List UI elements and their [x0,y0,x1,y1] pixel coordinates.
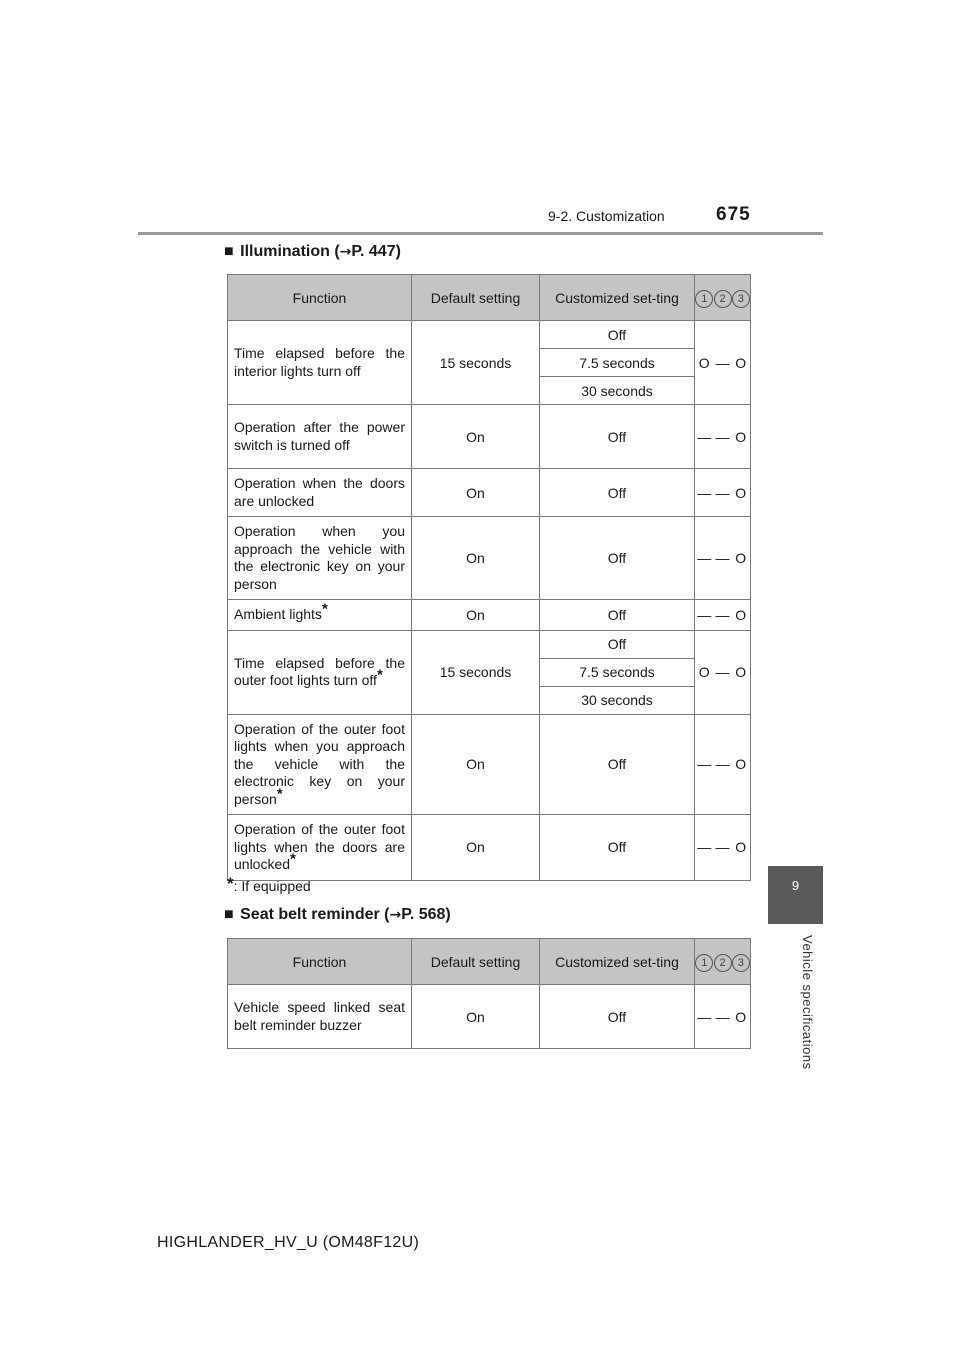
table-row [228,815,751,881]
footnote-star: * [290,850,296,868]
seatbelt-heading [224,906,451,924]
footnote-star: * [321,600,328,618]
table-row [228,469,751,517]
mark-3: O [732,517,751,600]
chapter-tab: 9 [768,866,823,924]
option-cell: 30 seconds [540,377,695,405]
page-reference[interactable]: P. 447) [351,243,401,260]
table-row [228,600,751,631]
table-header-row [228,275,751,321]
function-cell: Vehicle speed linked seat belt reminder buzzer [228,985,412,1049]
mark-1: — [695,517,714,600]
mark-1: — [695,600,714,631]
function-text: Ambient lights [234,606,322,622]
table-row [228,321,751,349]
option-cell: Off [540,469,695,517]
option-cell: Off [540,630,695,658]
circle-1-icon: 1 [695,954,713,972]
function-text: Operation of the outer foot lights when you approach the vehicle with the electronic key on your person [234,720,405,807]
function-cell: Time elapsed before the interior lights turn off [228,321,412,405]
function-cell: Operation when you approach the vehicle with the electronic key on your person [228,517,412,600]
mark-1: — [695,985,714,1049]
page-reference[interactable]: P. 568) [401,906,451,923]
mark-1: — [695,815,714,881]
default-cell: On [412,815,540,881]
column-header-customized: Customized set-ting [540,939,695,985]
seatbelt-table [227,938,751,1049]
mark-2: — [714,321,732,405]
table-header-row [228,939,751,985]
table-row [228,714,751,815]
table-row [228,517,751,600]
column-header-default: Default setting [412,939,540,985]
bullet-square-icon: ■ [224,906,234,923]
circle-2-icon: 2 [714,290,732,308]
mark-2: — [714,985,732,1049]
mark-3: O [732,630,751,714]
option-cell: Off [540,321,695,349]
function-text: Operation of the outer foot lights when the doors are unlocked [234,821,405,872]
default-cell: 15 seconds [412,321,540,405]
mark-1: — [695,405,714,469]
default-cell: On [412,714,540,815]
column-header-default: Default setting [412,275,540,321]
mark-3: O [732,405,751,469]
function-cell: Operation after the power switch is turned off [228,405,412,469]
table-row [228,630,751,658]
column-header-customized: Customized set-ting [540,275,695,321]
footnote-star: * [276,784,283,802]
mark-2: — [714,517,732,600]
mark-2: — [714,600,732,631]
default-cell: On [412,517,540,600]
table-row [228,405,751,469]
default-cell: On [412,405,540,469]
footnote-star-icon: * [227,874,234,893]
footnote [227,874,311,894]
function-cell [228,600,412,631]
mark-3: O [732,600,751,631]
mark-3: O [732,469,751,517]
illumination-heading [224,243,401,261]
function-cell: Operation when the doors are unlocked [228,469,412,517]
option-cell: Off [540,714,695,815]
default-cell: On [412,469,540,517]
header-rule [138,232,823,235]
document-footer: HIGHLANDER_HV_U (OM48F12U) [157,1234,420,1251]
column-header-function: Function [228,939,412,985]
heading-text: Illumination ( [240,243,340,260]
circle-1-icon: 1 [695,290,713,308]
mark-2: — [714,815,732,881]
option-cell: Off [540,815,695,881]
option-cell: Off [540,405,695,469]
function-text: Time elapsed before the outer foot lights turn off [234,654,405,688]
mark-2: — [714,630,732,714]
page-number: 675 [716,204,751,225]
footnote-text: : If equipped [233,878,311,894]
option-cell: Off [540,985,695,1049]
circle-3-icon: 3 [732,954,750,972]
illumination-table [227,274,751,881]
mark-1: — [695,469,714,517]
heading-text: Seat belt reminder ( [240,906,390,923]
mark-2: — [714,405,732,469]
mark-3: O [732,714,751,815]
arrow-icon: → [339,244,352,260]
mark-3: O [732,815,751,881]
arrow-icon: → [389,907,402,923]
option-cell: Off [540,600,695,631]
option-cell: 7.5 seconds [540,658,695,686]
function-cell [228,714,412,815]
table-row [228,985,751,1049]
mark-1: O [695,321,714,405]
function-cell [228,815,412,881]
footnote-star: * [376,666,383,684]
bullet-square-icon: ■ [224,243,234,260]
option-cell: Off [540,517,695,600]
default-cell: On [412,600,540,631]
mark-3: O [732,985,751,1049]
mark-2: — [714,714,732,815]
circle-3-icon: 3 [732,290,750,308]
mark-2: — [714,469,732,517]
section-title: 9-2. Customization [548,208,665,224]
option-cell: 30 seconds [540,686,695,714]
column-header-function: Function [228,275,412,321]
default-cell: 15 seconds [412,630,540,714]
chapter-label: Vehicle specifications [800,935,815,1070]
default-cell: On [412,985,540,1049]
mark-3: O [732,321,751,405]
mark-1: — [695,714,714,815]
circle-2-icon: 2 [714,954,732,972]
option-cell: 7.5 seconds [540,349,695,377]
mark-1: O [695,630,714,714]
function-cell [228,630,412,714]
